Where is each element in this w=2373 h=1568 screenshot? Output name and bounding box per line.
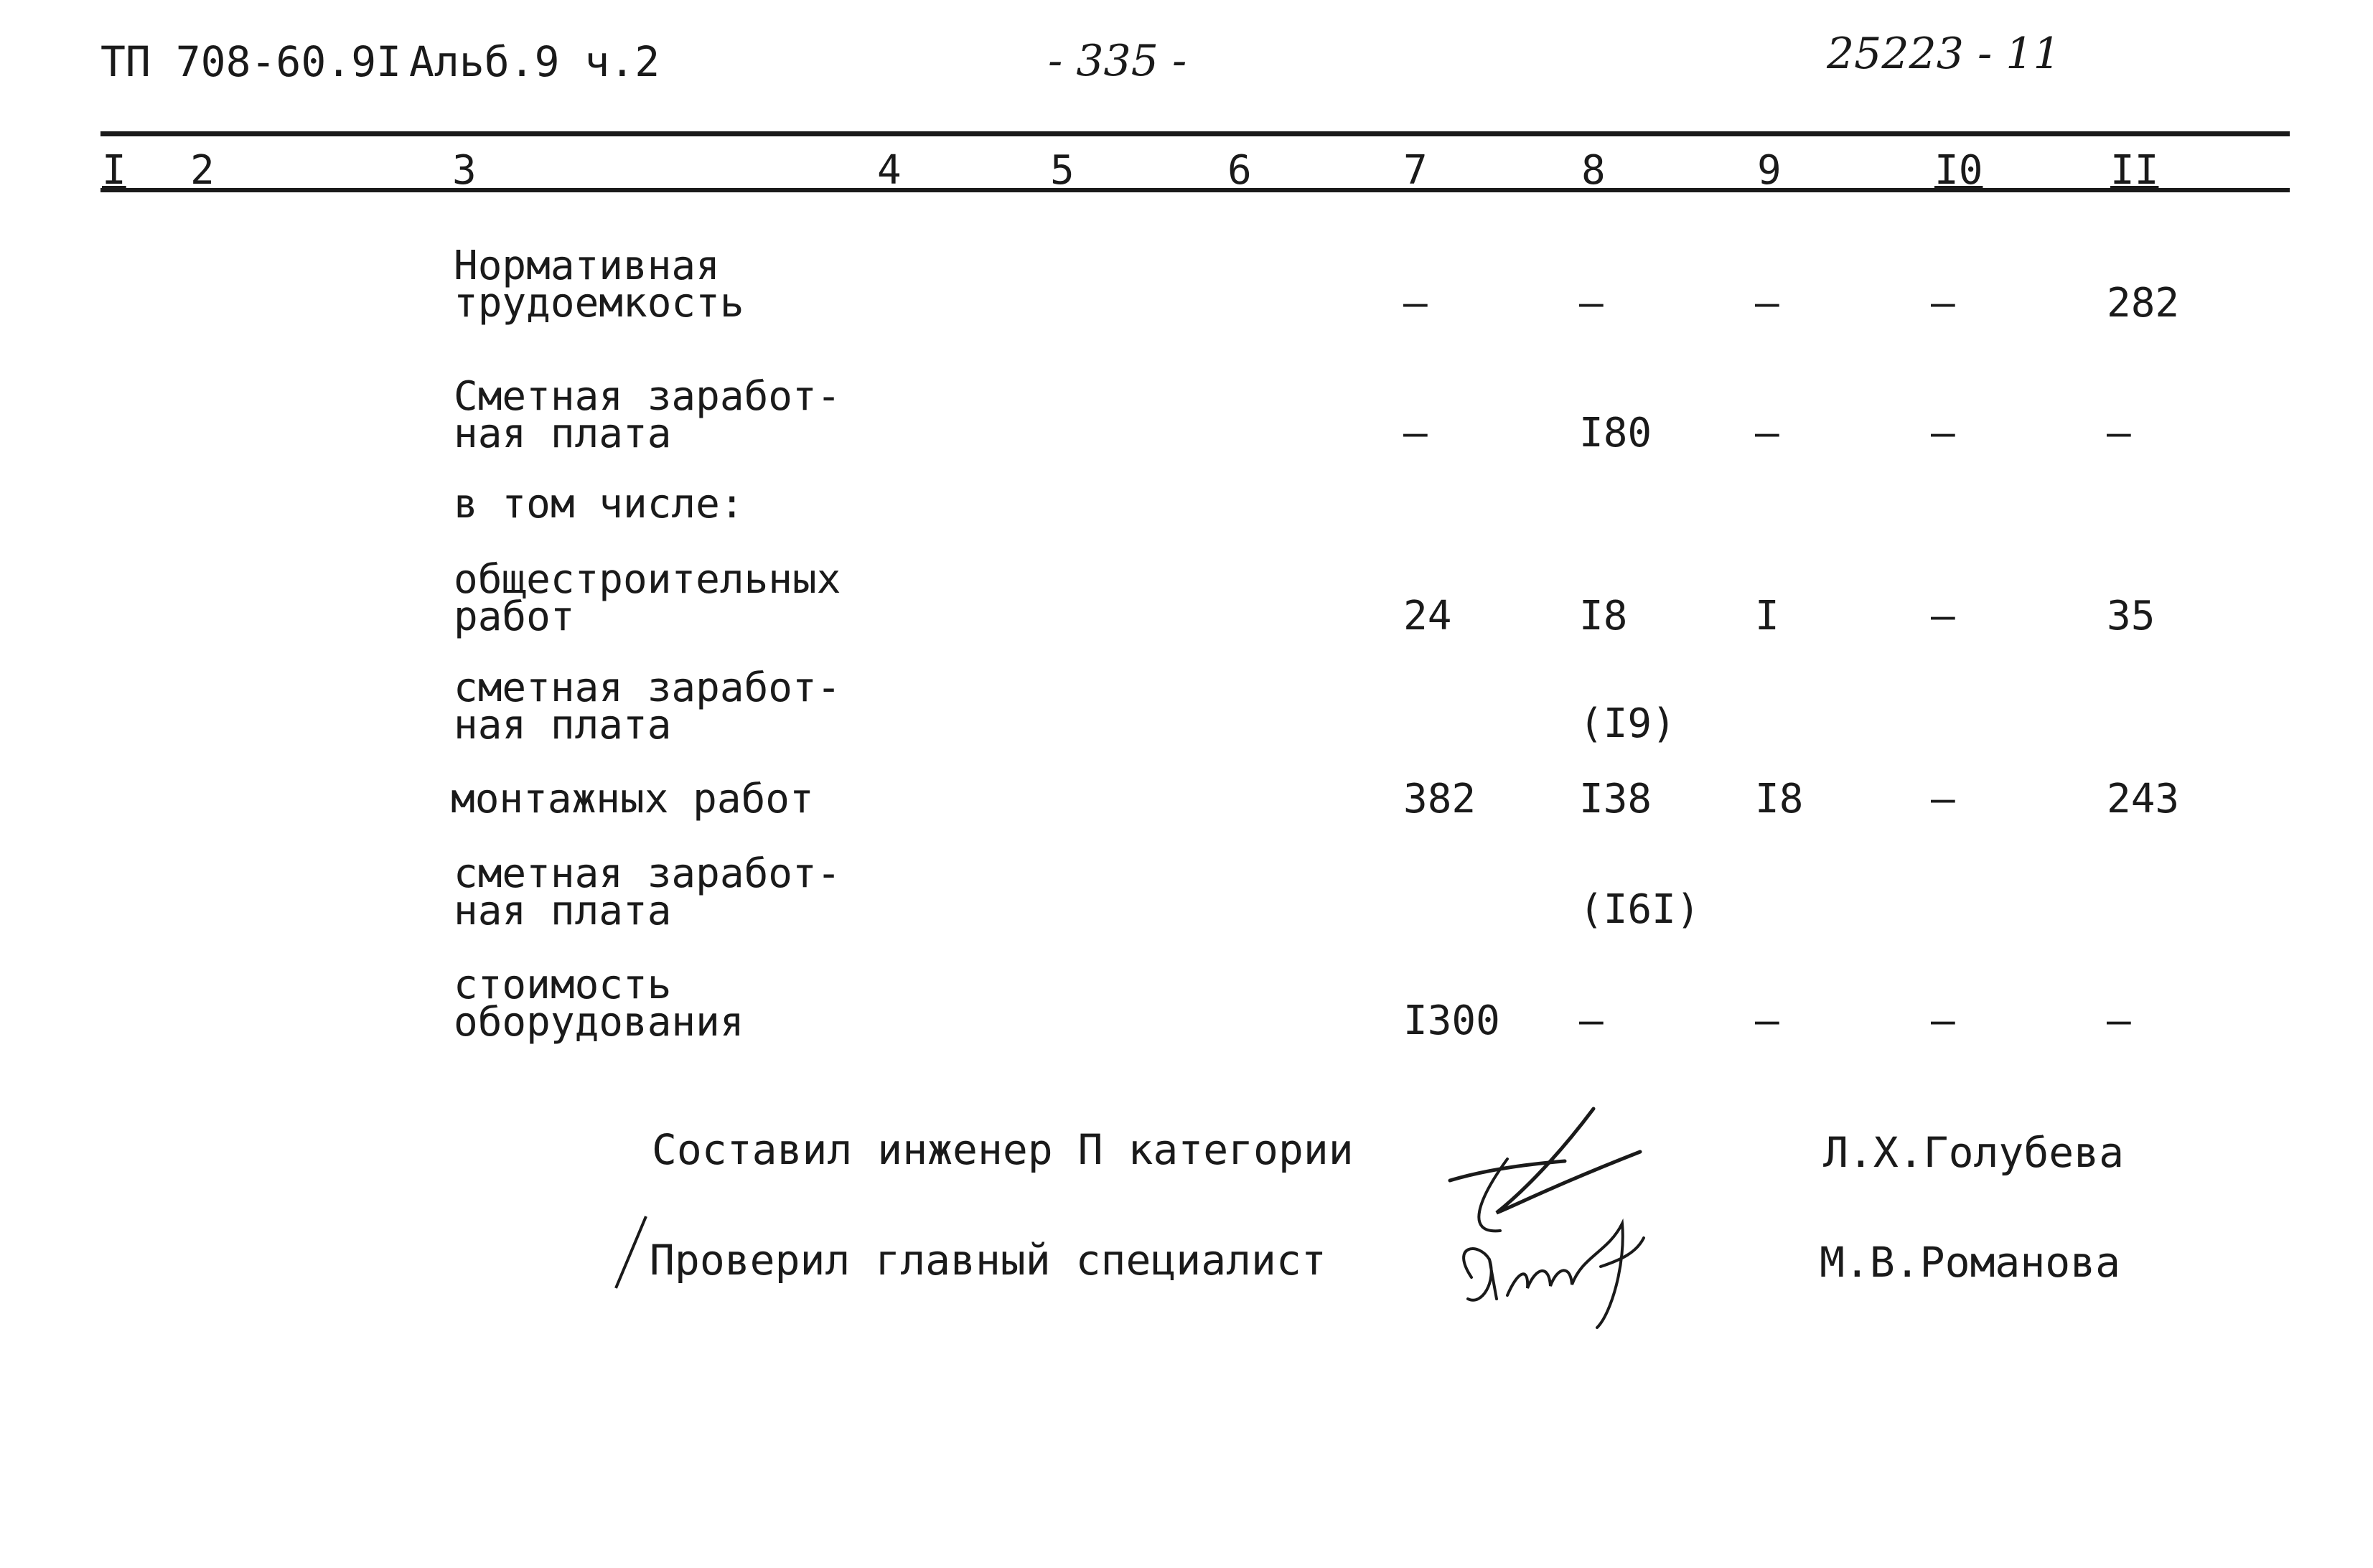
cell-col-10: – [1931,410,1955,456]
top-rule [100,131,2290,136]
column-header-4: 4 [877,147,902,194]
page-number: - 335 - [1048,36,1187,86]
column-header-2: 2 [190,147,215,194]
cell-col-10: – [1931,776,1955,822]
column-header-1: I [102,147,126,194]
cell-col-11: – [2107,997,2131,1044]
column-header-11: II [2110,147,2159,194]
cell-col-9: I [1755,593,1779,639]
row-label: монтажных работ [451,776,814,822]
cell-col-8: (I9) [1579,700,1676,747]
row-label: сметная заработ- ная плата [454,850,841,934]
checked-by-label: Проверил главный специалист [650,1236,1326,1285]
cell-col-8: – [1579,997,1604,1044]
compiled-by-label: Составил инженер П категории [652,1125,1354,1174]
cell-col-9: – [1755,280,1779,327]
cell-col-8: – [1579,280,1604,327]
row-label: в том числе: [454,481,744,527]
row-label: Нормативная трудоемкость [454,243,744,327]
column-header-8: 8 [1581,147,1606,194]
margin-slash-mark [610,1213,653,1292]
album-reference: Альб.9 ч.2 [409,37,660,86]
cell-col-8: I38 [1579,776,1652,822]
cell-col-11: 282 [2107,280,2180,327]
cell-col-8: I80 [1579,410,1652,456]
column-header-9: 9 [1757,147,1782,194]
cell-col-7: 24 [1403,593,1452,639]
cell-col-10: – [1931,997,1955,1044]
compiled-by-name: Л.Х.Голубева [1823,1128,2125,1177]
document-code: ТП 708-60.9I [100,37,402,86]
cell-col-7: 382 [1403,776,1476,822]
row-label: стоимость оборудования [454,962,744,1046]
registration-number: 25223 - 11 [1827,29,2061,79]
checked-by-name: М.В.Романова [1820,1238,2121,1287]
cell-col-8: (I6I) [1579,886,1700,933]
cell-col-7: – [1403,280,1428,327]
cell-col-9: – [1755,997,1779,1044]
cell-col-11: 35 [2107,593,2156,639]
cell-col-8: I8 [1579,593,1628,639]
cell-col-7: I300 [1403,997,1500,1044]
handwritten-signatures [1428,1098,1687,1335]
column-header-10: I0 [1934,147,1983,194]
cell-col-11: – [2107,410,2131,456]
column-header-3: 3 [452,147,477,194]
cell-col-10: – [1931,280,1955,327]
cell-col-9: – [1755,410,1779,456]
column-header-5: 5 [1050,147,1075,194]
row-label: Сметная заработ- ная плата [454,373,841,457]
column-header-6: 6 [1227,147,1252,194]
cell-col-7: – [1403,410,1428,456]
row-label: общестроительных работ [454,556,841,640]
cell-col-9: I8 [1755,776,1804,822]
cell-col-11: 243 [2107,776,2180,822]
column-header-7: 7 [1403,147,1428,194]
cell-col-10: – [1931,593,1955,639]
row-label: сметная заработ- ная плата [454,665,841,748]
